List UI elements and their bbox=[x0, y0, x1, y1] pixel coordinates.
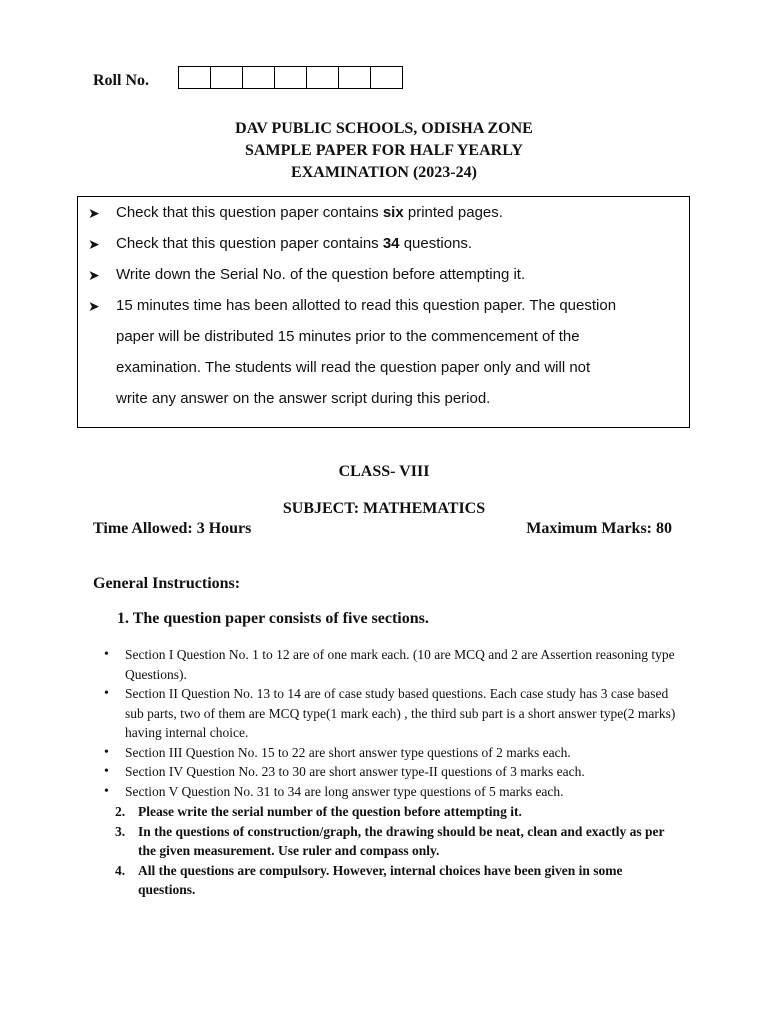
roll-number-label: Roll No. bbox=[93, 72, 149, 89]
time-allowed: Time Allowed: 3 Hours bbox=[93, 520, 252, 537]
list-item: • Section IV Question No. 23 to 30 are short answer type-II questions of 3 marks each. bbox=[100, 762, 680, 782]
numbered-instructions bbox=[115, 802, 675, 900]
roll-number-boxes bbox=[178, 66, 403, 89]
list-item: 4. All the questions are compulsory. However, internal choices have been given in some questions. bbox=[115, 862, 623, 897]
roll-number-box[interactable] bbox=[211, 66, 243, 89]
exam-title: EXAMINATION (2023-24) bbox=[291, 164, 477, 181]
roll-number-box[interactable] bbox=[179, 66, 211, 89]
list-item: • Section V Question No. 31 to 34 are long answer type questions of 5 marks each. bbox=[100, 782, 680, 802]
arrow-bullet-icon: ➤ bbox=[88, 267, 100, 283]
list-item: • Section II Question No. 13 to 14 are of case study based questions. Each case study has 3 case based sub parts, two of them are MCQ type(1 mark each) , the third sub part is a short answer type(2 marks) having internal choice. bbox=[100, 684, 680, 743]
school-name: DAV PUBLIC SCHOOLS, ODISHA ZONE bbox=[235, 120, 533, 137]
list-item: • Section I Question No. 1 to 12 are of one mark each. (10 are MCQ and 2 are Assertion reasoning type Questions). bbox=[100, 645, 680, 684]
arrow-bullet-icon: ➤ bbox=[88, 205, 100, 221]
arrow-bullet-icon: ➤ bbox=[88, 298, 100, 314]
roll-number-box[interactable] bbox=[307, 66, 339, 89]
roll-number-box[interactable] bbox=[243, 66, 275, 89]
list-item: • Section III Question No. 15 to 22 are short answer type questions of 2 marks each. bbox=[100, 743, 680, 763]
list-item: 3. In the questions of construction/graph, the drawing should be neat, clean and exactly as per the given measurement. Use ruler and compass only. bbox=[115, 823, 665, 858]
list-item: 2. Please write the serial number of the question before attempting it. bbox=[115, 804, 522, 819]
maximum-marks: Maximum Marks: 80 bbox=[526, 520, 672, 537]
subject-label: SUBJECT: MATHEMATICS bbox=[282, 500, 486, 517]
roll-number-box[interactable] bbox=[339, 66, 371, 89]
notice-box bbox=[77, 196, 690, 428]
general-instructions-title: General Instructions: bbox=[93, 575, 241, 592]
section-list bbox=[100, 645, 680, 801]
notice-item: ➤ Check that this question paper contains six printed pages. bbox=[88, 204, 503, 221]
exam-header bbox=[0, 118, 768, 184]
notice-item: ➤ Write down the Serial No. of the question before attempting it. bbox=[88, 266, 526, 283]
arrow-bullet-icon: ➤ bbox=[88, 236, 100, 252]
paper-title: SAMPLE PAPER FOR HALF YEARLY bbox=[245, 142, 523, 159]
class-label: CLASS- VIII bbox=[338, 463, 430, 480]
roll-number-box[interactable] bbox=[275, 66, 307, 89]
notice-item: ➤ 15 minutes time has been allotted to read this question paper. The question paper will be distributed 15 minutes prior to the commencement of the examination. The students will read the question paper only and will not write any answer on the answer script during this period. bbox=[88, 297, 617, 407]
notice-item: ➤ Check that this question paper contains 34 questions. bbox=[88, 235, 473, 252]
instruction-point-1: 1. The question paper consists of five sections. bbox=[117, 610, 429, 627]
roll-number-box[interactable] bbox=[371, 66, 403, 89]
